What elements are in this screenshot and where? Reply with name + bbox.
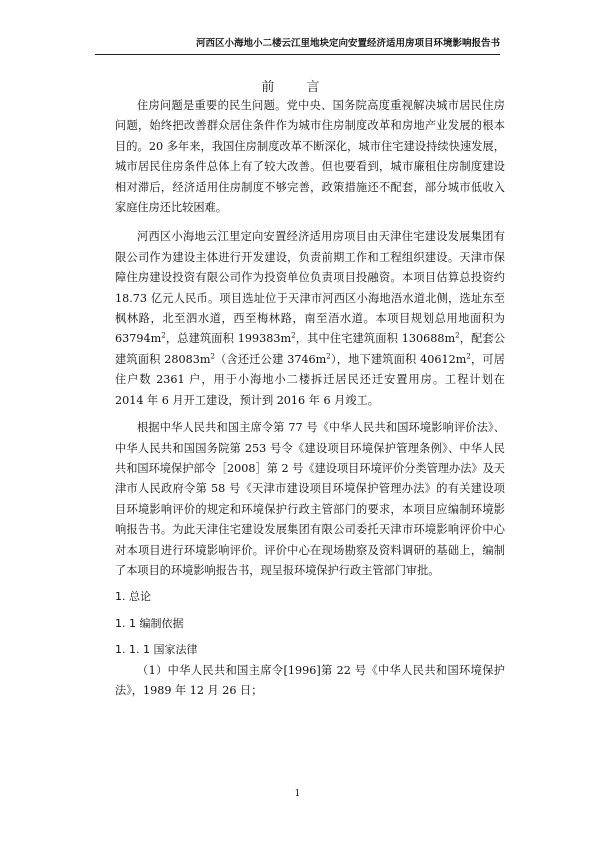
superscript: 2 [291,331,296,340]
page-number: 1 [294,789,301,799]
list-item: （1）中华人民共和国主席令[1996]第 22 号《中华人民共和国环境保护法》，1989 年 12 月 26 日； [115,663,505,697]
header-title: 河西区小海地小二楼云江里地块定向安置经济适用房项目环境影响报告书 [195,38,500,49]
project-text-e: （含还迁公建 3746m [214,352,327,366]
document-body [115,96,505,701]
project-text-c: ，其中住宅建筑面积 130688m [295,332,456,346]
superscript: 2 [210,352,215,361]
section-heading-1: 1. 总论 [115,590,151,604]
project-paragraph [115,227,505,411]
superscript: 2 [161,331,166,340]
section-heading-1-1: 1. 1 编制依据 [115,616,184,630]
page-title: 前 言 [261,80,334,95]
project-text-g: ，可居住户数 2361 户，用于小海地小二楼拆迁居民还迁安置用房。工程计划在 2014 年 6 月开工建设，预计到 2016 年 6 月竣工。 [115,352,505,407]
intro-paragraph: 住房问题是重要的民生问题。党中央、国务院高度重视解决城市居民住房问题，始终把改善群众居住条件作为城市住房制度改革和房地产业发展的根本目的。20 多年来，我国住房制度改革不断深化，城市住宅建设持续快速发展，城市居民住房条件总体上有了较大改善。但也要看到，城市廉租住房制度建设相对滞后，经济适用住房制度不够完善，政策措施还不配套，部分城市低收入家庭住房还比较困难。 [115,99,505,215]
superscript: 2 [326,352,331,361]
project-text-a: 河西区小海地云江里定向安置经济适用房项目由天津住宅建设发展集团有限公司作为建设主体进行开发建设，负责前期工作和工程组织建设。天津市保障住房建设投资有限公司作为投资单位负责项目投融资。本项目估算总投资约 18.73 亿元人民币。项目选址位于天津市河西区小海地浯水道北侧，选址东至枫林路，北至泗水道，西至梅林路，南至浯水道。本项目规划总用地面积为 63794m [115,230,505,346]
project-text-b: ，总建筑面积 199383m [165,332,292,346]
section-heading-1-1-1: 1. 1. 1 国家法律 [115,643,198,657]
project-text-f: ），地下建筑面积 40612m [330,352,467,366]
page-header [95,34,500,55]
superscript: 2 [466,352,471,361]
regulation-paragraph: 根据中华人民共和国主席令第 77 号《中华人民共和国环境影响评价法》、中华人民共和国国务院第 253 号令《建设项目环境保护管理条例》、中华人民共和国环境保护部令［2008］第 2 号《建设项目环境评价分类管理办法》及天津市人民政府令第 58 号《天津市建设项目环境保护管理办法》的有关建设项目环境影响评价的规定和环境保护行政主管部门的要求，本项目应编制环境影响报告书。为此天津住宅建设发展集团有限公司委托天津市环境影响评价中心对本项目进行环境影响评价。评价中心在现场勘察及资料调研的基础上，编制了本项目的环境影响报告书，现呈报环境保护行政主管部门审批。 [115,421,505,577]
project-text-d: ，配套公建筑面积 28083m [115,332,506,366]
superscript: 2 [455,331,460,340]
